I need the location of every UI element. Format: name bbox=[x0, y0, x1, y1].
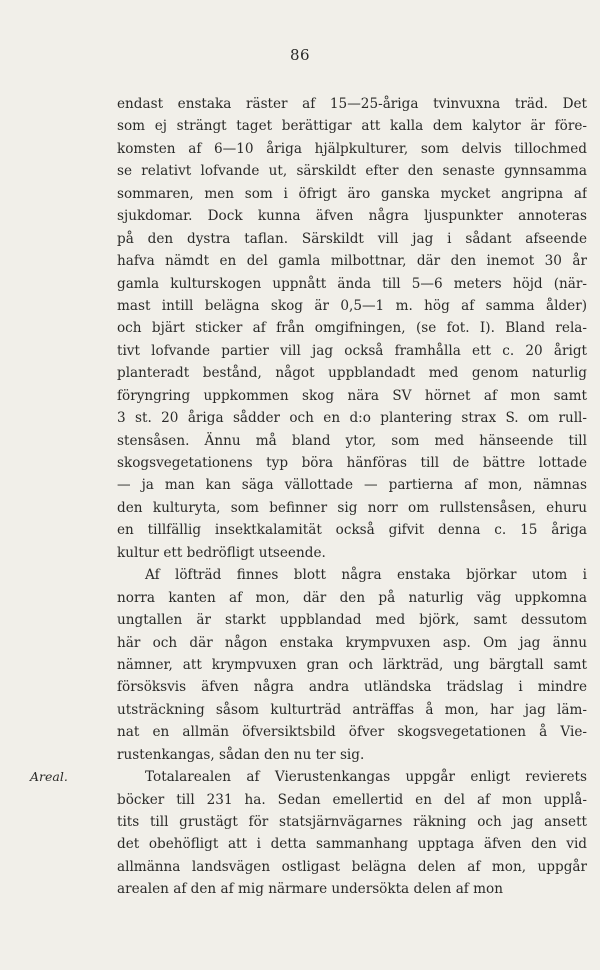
text-line: tivt lofvande partier vill jag också framhålla ett c. 20 årigt bbox=[117, 342, 587, 359]
text-line: planteradt bestånd, något uppblandadt med genom naturlig bbox=[117, 365, 587, 382]
text-line: stensåsen. Ännu må bland ytor, som med hänseende till bbox=[117, 432, 587, 449]
text-line: norra kanten af mon, där den på naturlig väg uppkomna bbox=[117, 589, 587, 606]
text-line: 3 st. 20 åriga sådder och en d:o plantering strax S. om rull- bbox=[117, 410, 587, 427]
text-line: — ja man kan säga vällottade — partierna af mon, nämnas bbox=[117, 477, 587, 494]
text-line: gamla kulturskogen uppnått ända till 5—6 meters höjd (när- bbox=[117, 275, 587, 292]
body-text bbox=[117, 93, 587, 901]
margin-note: Areal. bbox=[30, 769, 68, 784]
text-line: nat en allmän öfversiktsbild öfver skogsvegetationen å Vie- bbox=[117, 724, 587, 741]
text-line: en tillfällig insektkalamität också gifvit denna c. 15 åriga bbox=[117, 522, 587, 539]
page-number: 86 bbox=[289, 46, 311, 64]
text-line: Af löfträd finnes blott några enstaka björkar utom i bbox=[145, 567, 587, 584]
text-line: hafva nämdt en del gamla milbottnar, där den inemot 30 år bbox=[117, 253, 587, 270]
text-line: endast enstaka räster af 15—25-åriga tvinvuxna träd. Det bbox=[117, 96, 587, 112]
text-line: den kulturyta, som befinner sig norr om rullstensåsen, ehuru bbox=[117, 499, 587, 516]
text-line: och bjärt sticker af från omgifningen, (se fot. I). Bland rela- bbox=[117, 320, 587, 337]
text-line: här och där någon enstaka krympvuxen asp. Om jag ännu bbox=[117, 634, 587, 651]
text-line: som ej strängt taget berättigar att kalla dem kalytor är före- bbox=[117, 118, 587, 135]
text-line: allmänna landsvägen ostligast belägna delen af mon, uppgår bbox=[117, 858, 587, 875]
text-line: mast intill belägna skog är 0,5—1 m. hög af samma ålder) bbox=[117, 297, 587, 314]
text-line: komsten af 6—10 åriga hjälpkulturer, som delvis tillochmed bbox=[117, 140, 587, 157]
text-line: skogsvegetationens typ böra hänföras till de bättre lottade bbox=[117, 455, 587, 471]
text-line: sommaren, men som i öfrigt äro ganska mycket angripna af bbox=[117, 185, 587, 202]
text-line: se relativt lofvande ut, särskildt efter den senaste gynnsamma bbox=[117, 163, 587, 180]
text-line: nämner, att krympvuxen gran och lärkträd, ung bärgtall samt bbox=[117, 656, 587, 673]
text-line: böcker till 231 ha. Sedan emellertid en del af mon upplå- bbox=[117, 791, 587, 808]
text-line: ungtallen är starkt uppblandad med björk, samt dessutom bbox=[117, 612, 587, 629]
text-line: arealen af den af mig närmare undersökta delen af mon bbox=[117, 881, 503, 898]
text-line: tits till grustägt för statsjärnvägarnes räkning och jag ansett bbox=[117, 814, 587, 830]
text-line: det obehöfligt att i detta sammanhang upptaga äfven den vid bbox=[117, 836, 587, 853]
text-line: på den dystra taflan. Särskildt vill jag i sådant afseende bbox=[117, 230, 587, 247]
text-line: föryngring uppkommen skog nära SV hörnet af mon samt bbox=[117, 387, 587, 404]
text-line: utsträckning såsom kulturträd anträffas å mon, har jag läm- bbox=[117, 701, 587, 718]
text-line: sjukdomar. Dock kunna äfven några ljuspunkter annoteras bbox=[117, 208, 587, 225]
text-line: kultur ett bedröfligt utseende. bbox=[117, 544, 326, 561]
text-line: Totalarealen af Vierustenkangas uppgår enligt revierets bbox=[145, 769, 587, 786]
text-line: försöksvis äfven några andra utländska trädslag i mindre bbox=[117, 679, 587, 696]
text-line: rustenkangas, sådan den nu ter sig. bbox=[117, 746, 365, 763]
